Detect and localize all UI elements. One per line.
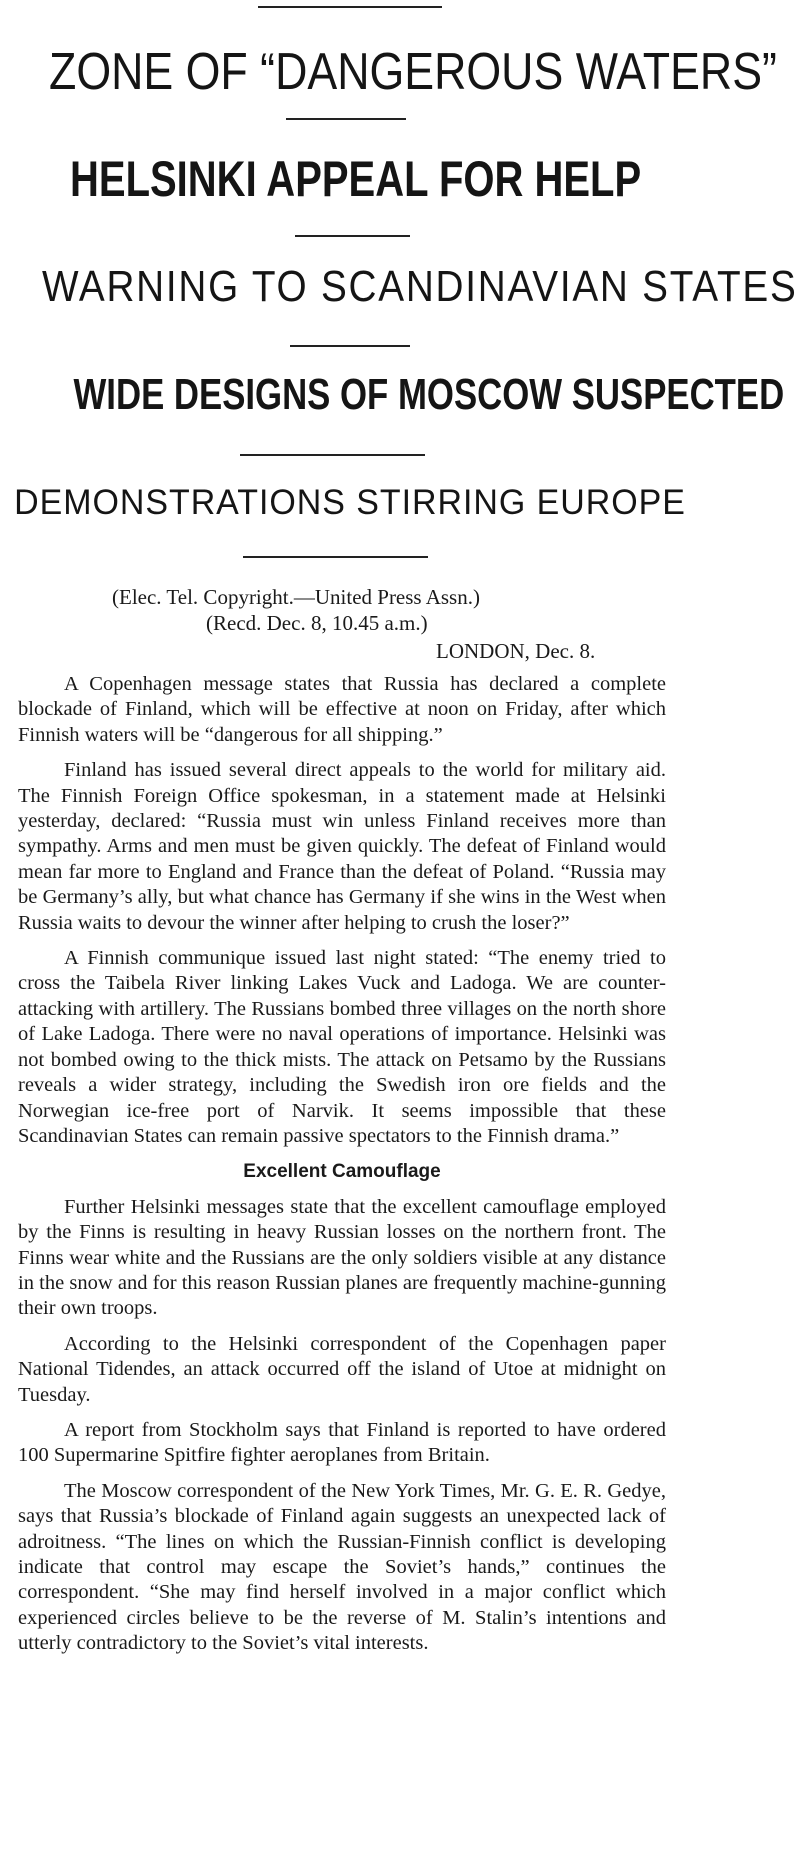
subheading-camouflage: Excellent Camouflage [243, 1161, 441, 1183]
paragraph-gedye: The Moscow correspondent of the New York Times, Mr. G. E. R. Gedye, says that Russia’s blockade of Finland again suggests an unexpected lack of adroitness. “The lines on which the Russian-Finnish conflict is developing indicate that control may escape the Soviet’s hands,” continues the correspondent. “She may find herself involved in a major conflict which experienced circles believe to be the reverse of M. Stalin’s intentions and utterly contradictory to the Soviet’s vital interests. [18, 1479, 666, 1655]
paragraph-camouflage: Further Helsinki messages state that the excellent camouflage employed by the Finns is resulting in heavy Russian losses on the northern front. The Finns wear white and the Russians are the only soldiers visible at any distance in the snow and for this reason Russian planes are frequently machine-gunning their own troops. [18, 1195, 666, 1320]
rule-3 [290, 345, 410, 347]
paragraph-appeals: Finland has issued several direct appeals to the world for military aid. The Finnish Foreign Office spokesman, in a statement made at Helsinki yesterday, declared: “Russia must win unless Finland receives more than sympathy. Arms and men must be given quickly. The defeat of Finland would mean far more to England and France than the defeat of Poland. “Russia may be Germany’s ally, but what chance has Germany if she wins in the West when Russia waits to devour the winner after helping to crush the loser?” [18, 759, 666, 934]
rule-4 [240, 454, 425, 456]
received-line: (Recd. Dec. 8, 10.45 a.m.) [206, 611, 428, 635]
headline-demonstrations: DEMONSTRATIONS STIRRING EUROPE [14, 483, 686, 522]
copyright-line: (Elec. Tel. Copyright.—United Press Assn.) [112, 585, 480, 609]
headline-moscow: WIDE DESIGNS OF MOSCOW SUSPECTED [73, 370, 785, 419]
paragraph-blockade: A Copenhagen message states that Russia has declared a complete blockade of Finland, which will be effective at noon on Friday, after which Finnish waters will be “dangerous for all shipping.” [18, 673, 666, 746]
paragraph-utoe: According to the Helsinki correspondent of the Copenhagen paper National Tidendes, an attack occurred off the island of Utoe at midnight on Tuesday. [18, 1332, 666, 1406]
paragraph-spitfire: A report from Stockholm says that Finland is reported to have ordered 100 Supermarine Spitfire fighter aeroplanes from Britain. [18, 1418, 666, 1467]
headline-helsinki: HELSINKI APPEAL FOR HELP [70, 151, 642, 207]
place-line: LONDON, Dec. 8. [436, 639, 596, 663]
headline-warning: WARNING TO SCANDINAVIAN STATES [42, 262, 798, 311]
rule-2 [295, 235, 410, 237]
paragraph-communique: A Finnish communique issued last night stated: “The enemy tried to cross the Taibela River linking Lakes Vuck and Ladoga. We are counter-attacking with artillery. The Russians bombed three villages on the north shore of Lake Ladoga. There were no naval operations of importance. Helsinki was not bombed owing to the thick mists. The attack on Petsamo by the Russians reveals a wider strategy, including the Swedish iron ore fields and the Norwegian ice-free port of Narvik. It seems impossible that these Scandinavian States can remain passive spectators to the Finnish drama.” [18, 947, 666, 1147]
headline-zone: ZONE OF “DANGEROUS WATERS” [49, 43, 777, 101]
rule-1 [286, 118, 406, 120]
rule-top [258, 6, 442, 8]
article-body [18, 672, 666, 1667]
rule-5 [243, 556, 428, 558]
